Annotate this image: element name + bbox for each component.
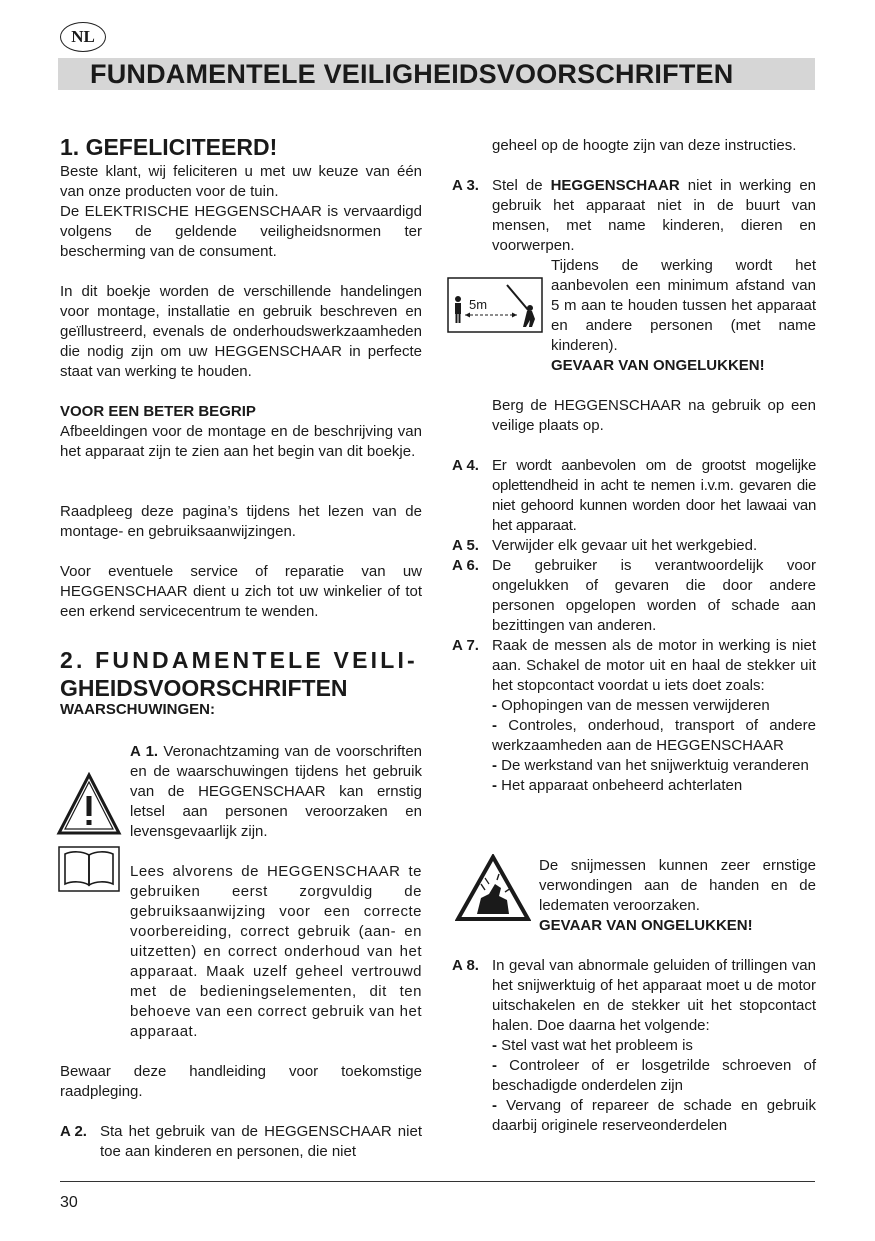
section1-p3: In dit boekje worden de verschillende handelingen voor montage, installatie en gebruik beschreven en geïllustreerd, evenals de onderhoudswerkzaamheden die nodig zijn om uw HEGGENSCHAAR in perfecte staat van werking te houden. — [60, 283, 422, 380]
page-title: FUNDAMENTELE VEILIGHEIDSVOORSCHRIFTEN — [90, 59, 734, 89]
section1-p3-block — [60, 282, 422, 382]
a4-text: Er wordt aanbevolen om de grootst mogelijke oplettendheid in acht te nemen i.v.m. gevaren die niet gehoord kunnen worden door het lawaai van het apparaat. — [492, 457, 816, 534]
section1-understanding-block — [60, 402, 422, 462]
section1-p6-block — [60, 562, 422, 622]
distance-text: Tijdens de werking wordt het aanbevolen een minimum afstand van 5 m aan te houden tussen het apparaat en andere personen (met name kinderen). — [551, 257, 816, 354]
a1-block — [130, 742, 422, 842]
list-item: - Controleer of er losgetrilde schroeven of beschadigde onderdelen zijn — [492, 1057, 816, 1094]
section1-heading-block — [60, 134, 422, 160]
page-number: 30 — [60, 1194, 78, 1211]
a2-text: Sta het gebruik van de HEGGENSCHAAR niet toe aan kinderen en personen, die niet — [100, 1123, 422, 1160]
a5-label: A 5. — [452, 537, 479, 554]
section1-p5-block — [60, 502, 422, 542]
a7-text: Raak de messen als de motor in werking is niet aan. Schakel de motor uit en haal de stekker uit het stopcontact voordat u iets doet zoals: — [492, 637, 816, 694]
section1-p1: Beste klant, wij feliciteren u met uw keuze van één van onze producten voor de tuin. — [60, 163, 422, 200]
a4-a7-block — [452, 456, 816, 796]
manual-text: Lees alvorens de HEGGENSCHAAR te gebruiken eerst zorgvuldig de gebruiksaanwijzing voor een correcte voorbereiding, correct gebruik (aan- en uitzetten) en correct onderhoud van het apparaat. Maak uzelf geheel vertrouwd met de bedieningselementen, dit ten behoeve van een correct gebruik van het apparaat. — [130, 863, 422, 1040]
a2-label: A 2. — [60, 1123, 87, 1140]
language-code: NL — [71, 27, 95, 46]
section2-heading-block — [60, 646, 422, 720]
blade-text: De snijmessen kunnen zeer ernstige verwondingen aan de handen en de ledematen veroorzaken. — [539, 857, 816, 914]
section2-heading-line2: GHEIDSVOORSCHRIFTEN — [60, 675, 348, 701]
page-title-bar — [58, 58, 815, 90]
a6-label: A 6. — [452, 557, 479, 574]
section2-heading — [60, 646, 422, 702]
distance-5m-icon — [447, 277, 543, 333]
list-item: - Stel vast wat het probleem is — [492, 1037, 693, 1054]
list-item: - Het apparaat onbeheerd achterlaten — [492, 777, 743, 794]
a2-continuation — [492, 136, 816, 156]
manual-block — [130, 862, 422, 1042]
a8-label: A 8. — [452, 957, 479, 974]
list-item: - Vervang of repareer de schade en gebruik daarbij originele reserveonderdelen — [492, 1097, 816, 1134]
a3-post: niet in werking en gebruik het apparaat niet in de buurt van mensen, met name kinderen, dieren en voorwerpen. — [492, 177, 817, 254]
section1-p2: De ELEKTRISCHE HEGGENSCHAAR is vervaardigd volgens de geldende veiligheidsnormen ter bescherming van de consument. — [60, 203, 422, 260]
section1-p4: Afbeeldingen voor de montage en de beschrijving van het apparaat zijn te zien aan het begin van dit boekje. — [60, 423, 422, 460]
a8-text: In geval van abnormale geluiden of trillingen van het snijwerktuig of het apparaat moet u de motor uitschakelen en de stekker uit het stopcontact halen. Doe daarna het volgende: — [492, 957, 816, 1034]
a3-block — [452, 176, 816, 256]
language-badge — [60, 22, 106, 52]
a8-block — [452, 956, 816, 1136]
warning-triangle-icon — [56, 772, 122, 836]
a8-list — [492, 1036, 816, 1136]
a7-list — [492, 696, 816, 796]
danger-warning-1: GEVAAR VAN ONGELUKKEN! — [551, 357, 765, 374]
warnings-label: WAARSCHUWINGEN: — [60, 701, 215, 718]
section1-heading: 1. GEFELICITEERD! — [60, 134, 278, 160]
section1-body — [60, 162, 422, 262]
footer-divider — [60, 1181, 815, 1182]
section2-heading-line1: 2. FUNDAMENTELE VEILI- — [60, 647, 418, 673]
a4-label: A 4. — [452, 457, 479, 474]
a3-label: A 3. — [452, 177, 479, 194]
a6-text: De gebruiker is verantwoordelijk voor ongelukken of gevaren die door andere personen opgelopen worden of schade aan bezittingen van anderen. — [492, 557, 816, 634]
list-item: - Ophopingen van de messen verwijderen — [492, 697, 770, 714]
section1-p6: Voor eventuele service of reparatie van uw HEGGENSCHAAR dient u zich tot uw winkelier of tot een erkend servicecentrum te wenden. — [60, 563, 422, 620]
danger-warning-2: GEVAAR VAN ONGELUKKEN! — [539, 917, 753, 934]
list-item: - Controles, onderhoud, transport of andere werkzaamheden aan de HEGGENSCHAAR — [492, 717, 816, 754]
blade-block — [539, 856, 816, 936]
blade-hazard-icon — [455, 854, 531, 922]
manual-book-icon — [58, 846, 120, 892]
a1-text: Veronachtzaming van de voorschriften en de waarschuwingen tijdens het gebruik van de HEGGENSCHAAR kan ernstig letsel aan personen veroorzaken en levensgevaarlijk zijn. — [130, 743, 422, 840]
distance-block — [551, 256, 816, 376]
a2-block — [60, 1122, 422, 1162]
section1-subheading: VOOR EEN BETER BEGRIP — [60, 403, 256, 420]
list-item: - De werkstand van het snijwerktuig veranderen — [492, 757, 809, 774]
store-text: Berg de HEGGENSCHAAR na gebruik op een veilige plaats op. — [492, 397, 816, 434]
a1-label: A 1. — [130, 743, 159, 760]
store-block — [492, 396, 816, 436]
section1-p5: Raadpleeg deze pagina’s tijdens het lezen van de montage- en gebruiksaanwijzingen. — [60, 503, 422, 540]
keep-manual-text: Bewaar deze handleiding voor toekomstige raadpleging. — [60, 1063, 422, 1100]
keep-manual-block — [60, 1062, 422, 1102]
a2-continuation-text: geheel op de hoogte zijn van deze instructies. — [492, 137, 797, 154]
a3-pre: Stel de — [492, 177, 543, 194]
a3-bold: HEGGENSCHAAR — [550, 177, 680, 194]
a7-label: A 7. — [452, 637, 479, 654]
a5-text: Verwijder elk gevaar uit het werkgebied. — [492, 537, 758, 554]
distance-label: 5m — [469, 297, 488, 312]
